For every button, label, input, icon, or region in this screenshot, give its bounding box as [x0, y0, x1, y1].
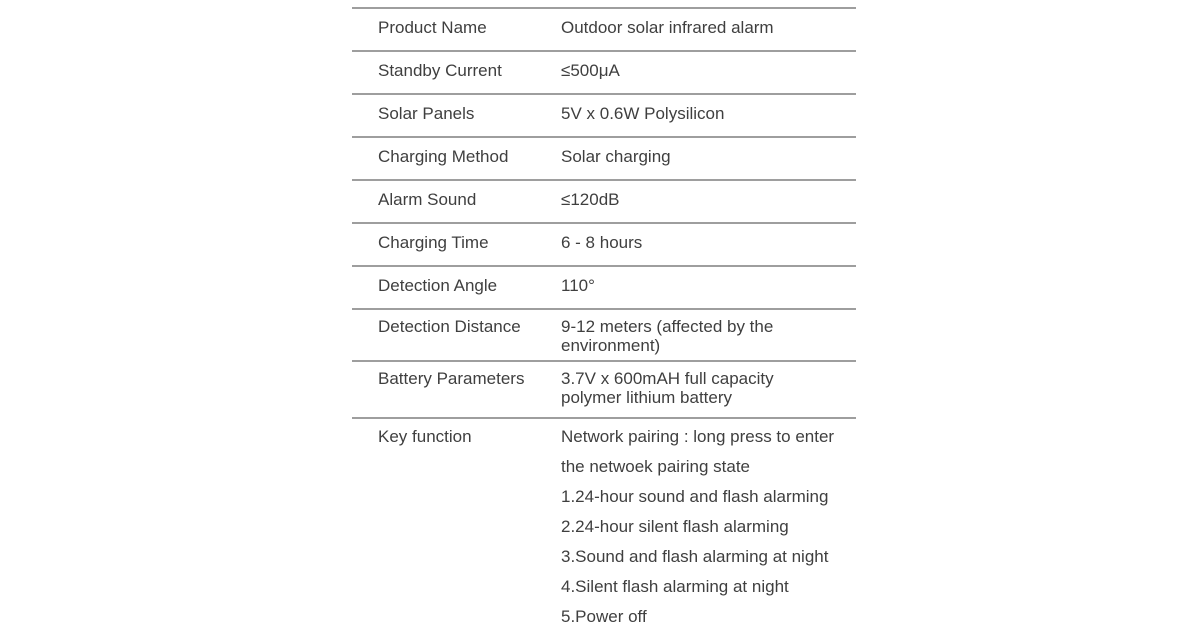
spec-value-alarm-sound: ≤120dB: [561, 190, 620, 209]
spec-table: [352, 7, 856, 630]
spec-label-detection-angle: Detection Angle: [378, 276, 498, 295]
spec-label-standby-current: Standby Current: [378, 61, 502, 80]
spec-label-detection-distance: Detection Distance: [378, 317, 521, 336]
spec-label-charging-method: Charging Method: [378, 147, 509, 166]
spec-value-solar-panels: 5V x 0.6W Polysilicon: [561, 104, 725, 123]
spec-value-detection-angle: 110°: [561, 276, 595, 295]
spec-value-key-function: [561, 422, 856, 630]
spec-label-alarm-sound: Alarm Sound: [378, 190, 477, 209]
spec-value-line: environment): [561, 336, 661, 355]
spec-row-standby-current: [352, 50, 856, 93]
spec-label-key-function: Key function: [378, 427, 472, 446]
spec-value-battery-parameters: [561, 369, 856, 407]
spec-value-line: the netwoek pairing state: [561, 457, 751, 476]
spec-value-line: 3.7V x 600mAH full capacity: [561, 369, 774, 388]
spec-value-line: 5.Power off: [561, 607, 647, 626]
spec-label-charging-time: Charging Time: [378, 233, 489, 252]
spec-value-standby-current: ≤500μA: [561, 61, 620, 80]
spec-label-battery-parameters: Battery Parameters: [378, 369, 525, 388]
spec-value-line: 2.24-hour silent flash alarming: [561, 517, 789, 536]
spec-row-detection-angle: [352, 265, 856, 308]
spec-value-charging-time: 6 - 8 hours: [561, 233, 643, 252]
spec-row-charging-time: [352, 222, 856, 265]
spec-row-product-name: [352, 7, 856, 50]
spec-value-product-name: Outdoor solar infrared alarm: [561, 18, 774, 37]
spec-value-line: 3.Sound and flash alarming at night: [561, 547, 829, 566]
spec-value-charging-method: Solar charging: [561, 147, 671, 166]
spec-row-alarm-sound: [352, 179, 856, 222]
spec-value-line: 4.Silent flash alarming at night: [561, 577, 789, 596]
spec-row-charging-method: [352, 136, 856, 179]
spec-value-line: Network pairing : long press to enter: [561, 427, 835, 446]
spec-value-line: 1.24-hour sound and flash alarming: [561, 487, 829, 506]
spec-row-solar-panels: [352, 93, 856, 136]
spec-value-line: polymer lithium battery: [561, 388, 733, 407]
spec-label-product-name: Product Name: [378, 18, 487, 37]
spec-value-line: 9-12 meters (affected by the: [561, 317, 774, 336]
spec-value-detection-distance: [561, 317, 856, 355]
spec-row-detection-distance: [352, 308, 856, 360]
spec-row-key-function: [352, 417, 856, 630]
spec-label-solar-panels: Solar Panels: [378, 104, 475, 123]
spec-row-battery-parameters: [352, 360, 856, 417]
